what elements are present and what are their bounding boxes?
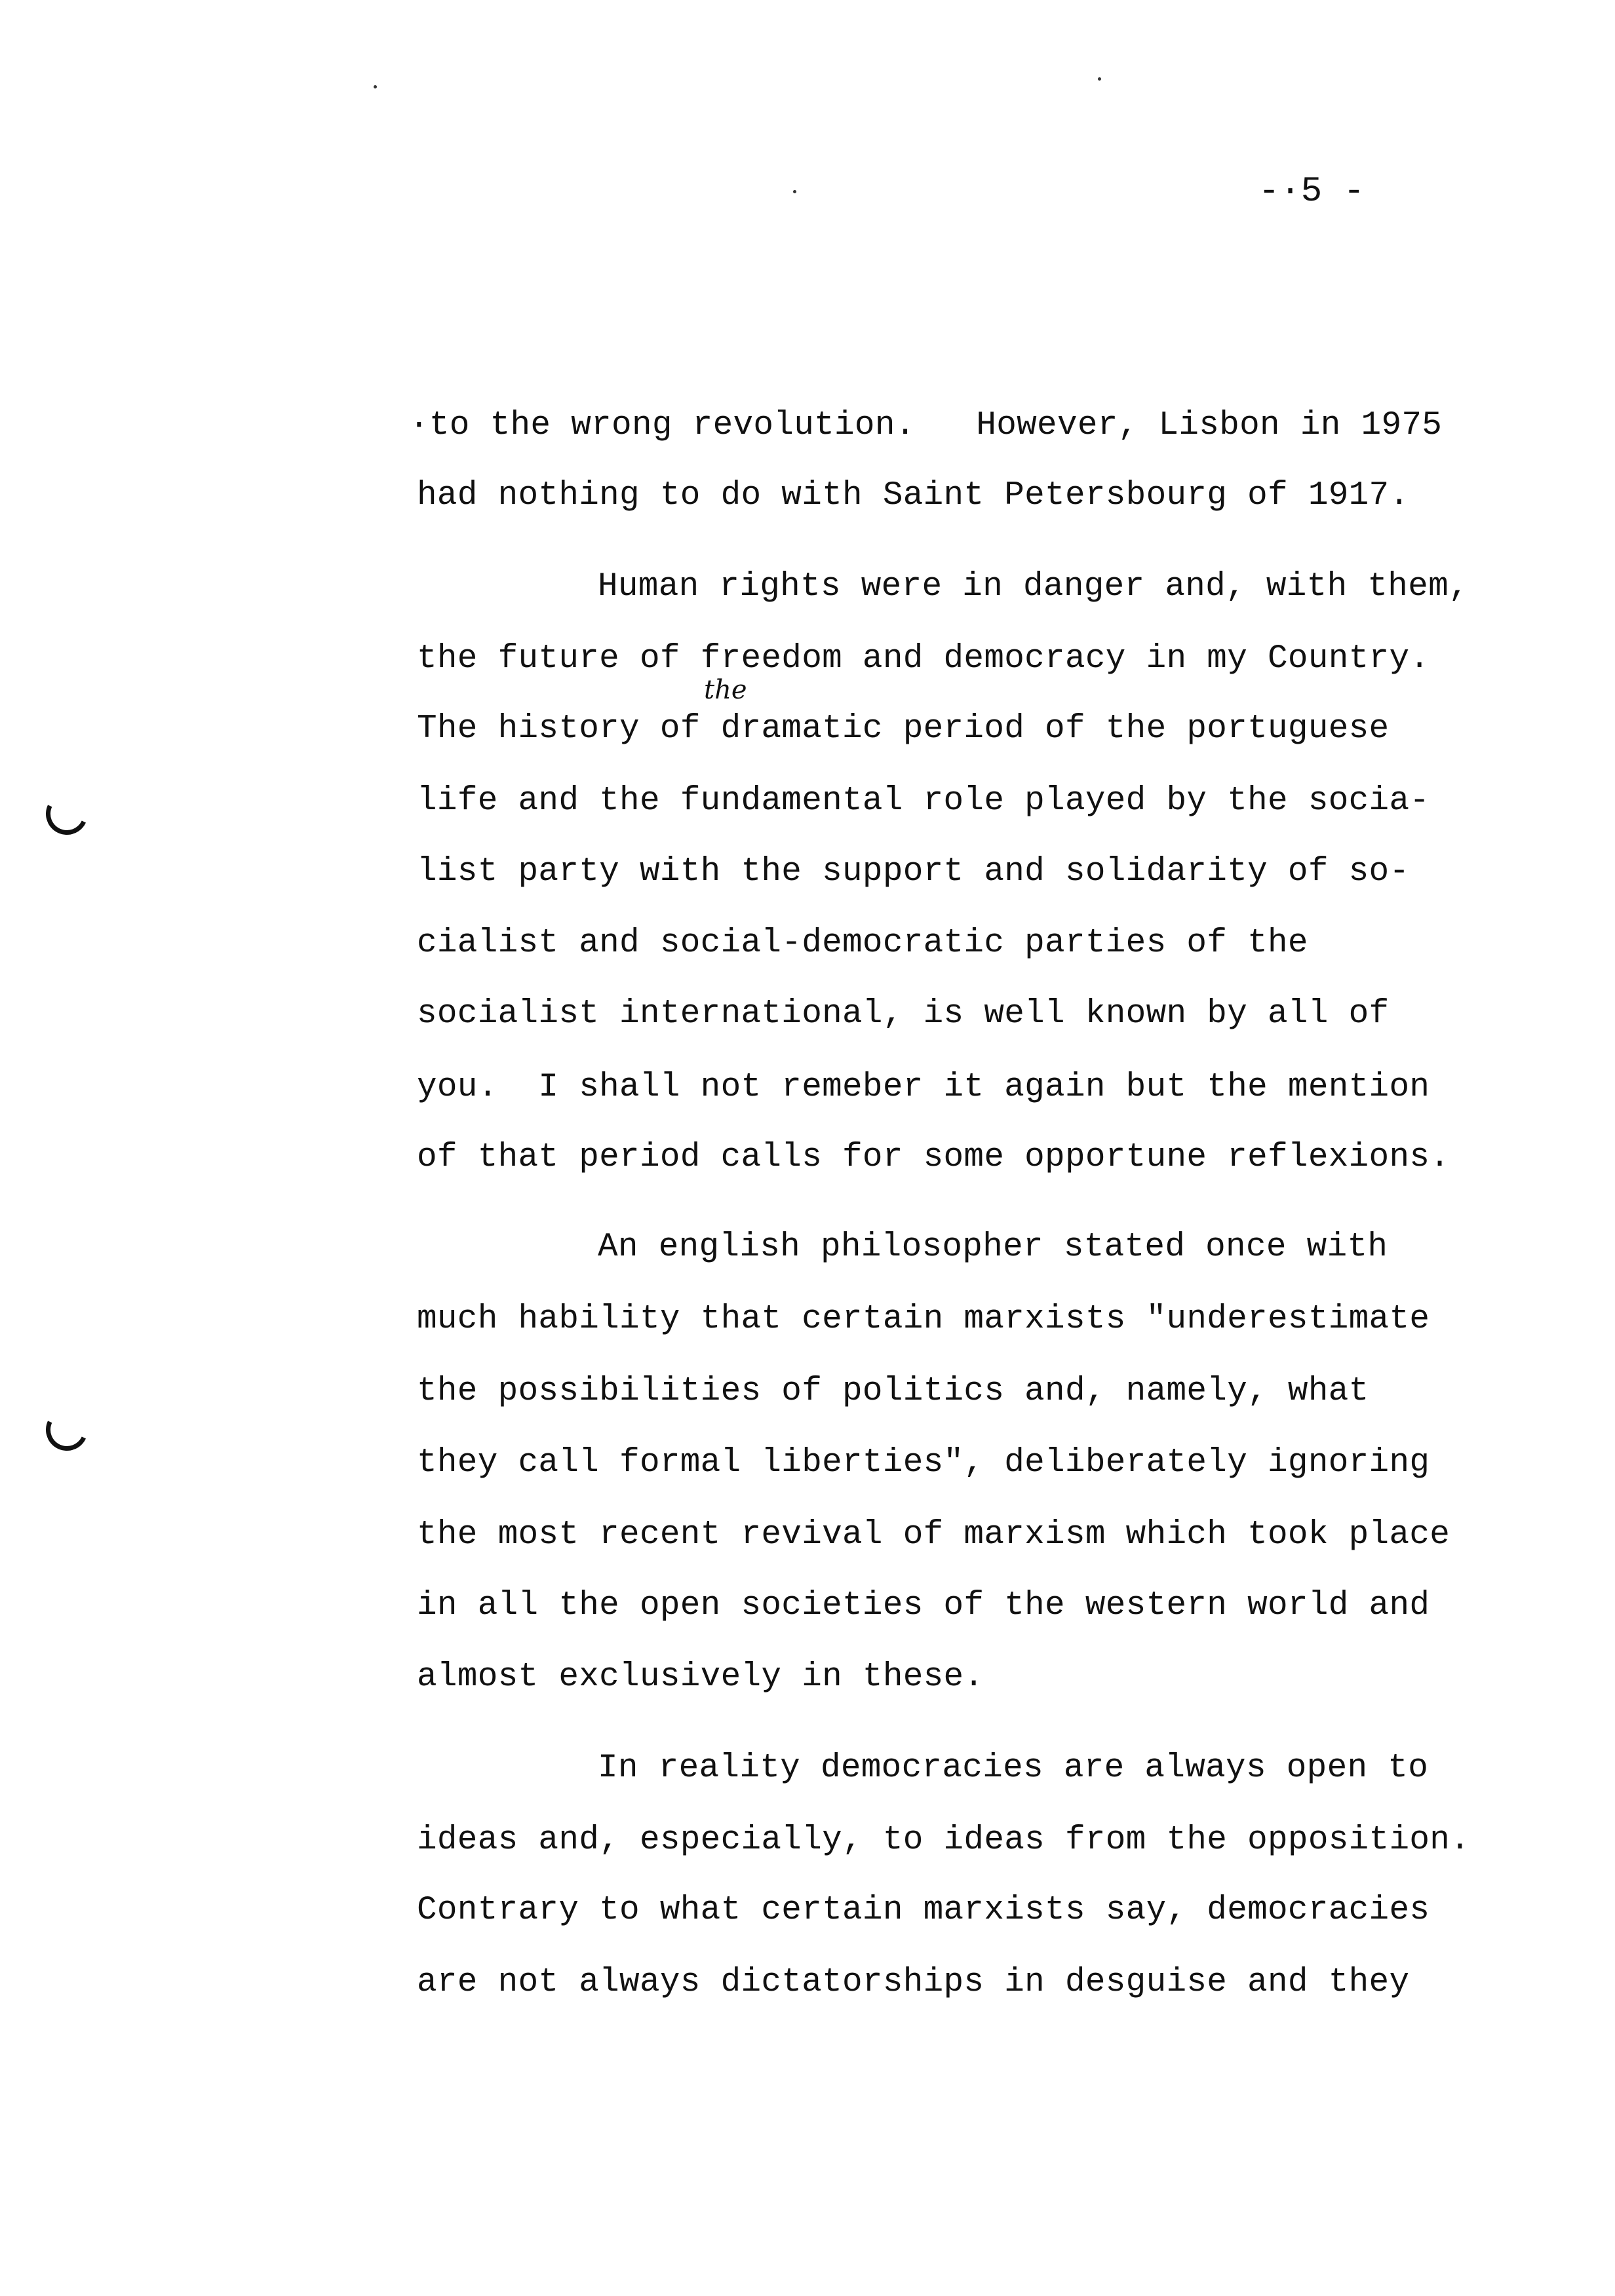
page-number: -·5 - [1258,172,1365,212]
text-line: life and the fundamental role played by the socia- [417,782,1430,820]
text-line: ideas and, especially, to ideas from the opposition. [417,1822,1471,1859]
text-line: the future of freedom and democracy in my Country. [417,640,1430,678]
text-line: you. I shall not remeber it again but the mention [417,1069,1430,1106]
text-line: In reality democracies are always open to [598,1750,1429,1787]
text-line: of that period calls for some opportune reflexions. [417,1139,1450,1176]
text-line: the most recent revival of marxism which took place [417,1516,1450,1554]
binding-hole-mark-icon [40,787,94,841]
text-line: Human rights were in danger and, with them, [598,568,1469,605]
text-line: in all the open societies of the western world and [417,1587,1430,1624]
text-line: they call formal liberties", deliberately ignoring [417,1444,1430,1482]
speck [374,85,377,88]
text-line: An english philosopher stated once with [598,1229,1388,1266]
speck [793,190,796,193]
text-line: socialist international, is well known by all of [417,995,1390,1033]
text-line: almost exclusively in these. [417,1658,984,1696]
text-line: had nothing to do with Saint Petersbourg of 1917. [417,477,1410,514]
text-line: cialist and social-democratic parties of the [417,925,1308,962]
speck [1098,77,1101,81]
text-line: much hability that certain marxists "underestimate [417,1301,1430,1338]
text-line: list party with the support and solidarity of so- [417,853,1410,890]
text-line: ·to the wrong revolution. However, Lisbon in 1975 [409,407,1443,444]
text-line: the possibilities of politics and, namely, what [417,1373,1369,1410]
text-line: Contrary to what certain marxists say, democracies [417,1892,1430,1929]
binding-hole-mark-icon [40,1403,94,1457]
handwritten-insertion: the [704,675,747,705]
text-line: The history of dramatic period of the portuguese [417,710,1390,748]
text-line: are not always dictatorships in desguise and they [417,1964,1410,2001]
